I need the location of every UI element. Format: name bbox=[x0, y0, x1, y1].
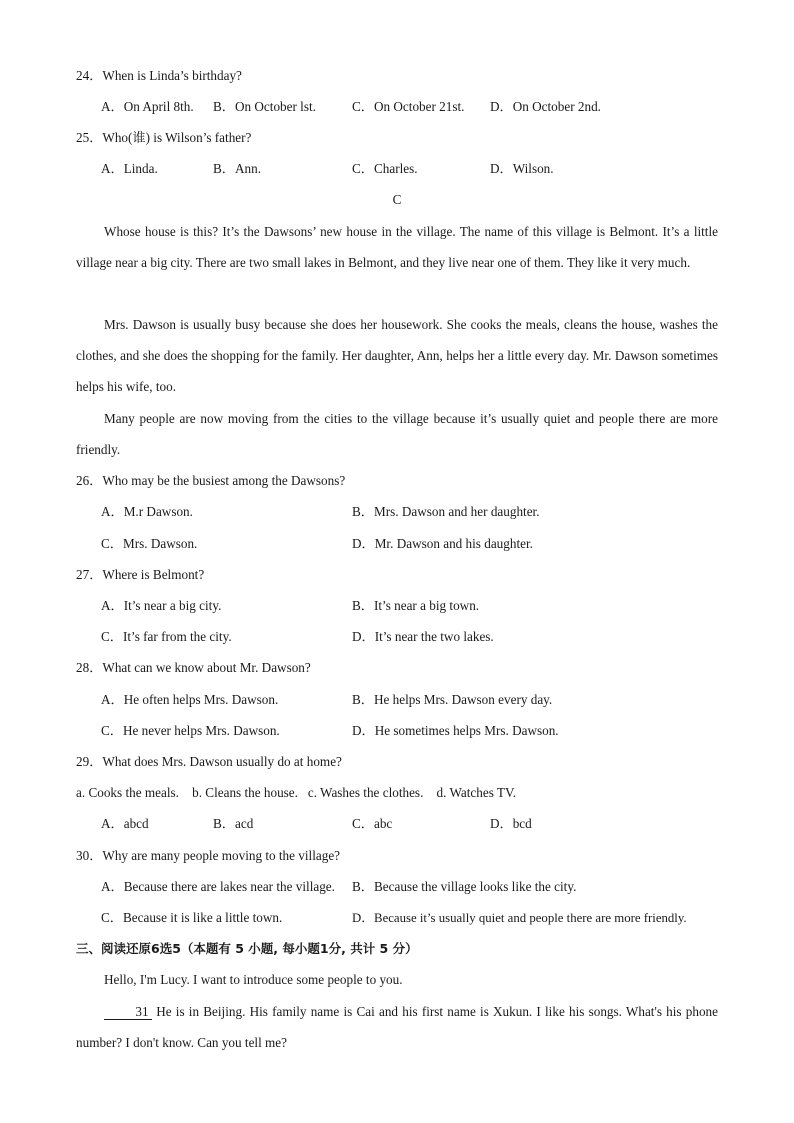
q24-option-c: C．On October 21st. bbox=[352, 99, 465, 114]
question-30-stem: 30．Why are many people moving to the village? bbox=[76, 848, 341, 863]
q25-option-a: A．Linda. bbox=[101, 161, 158, 176]
q26-option-b: B．Mrs. Dawson and her daughter. bbox=[352, 504, 540, 519]
q25-option-c: C．Charles. bbox=[352, 161, 418, 176]
q24-option-b: B．On October lst. bbox=[213, 99, 316, 114]
q30-option-d: D．Because it’s usually quiet and people there are more friendly. bbox=[352, 911, 687, 925]
q24-option-d: D．On October 2nd. bbox=[490, 99, 601, 114]
question-27-stem: 27．Where is Belmont? bbox=[76, 567, 205, 582]
blank-31: 31 bbox=[104, 1005, 152, 1020]
q28-option-b: B．He helps Mrs. Dawson every day. bbox=[352, 692, 553, 707]
q28-option-d: D．He sometimes helps Mrs. Dawson. bbox=[352, 723, 559, 738]
q29-option-d: D．bcd bbox=[490, 816, 532, 831]
q27-option-b: B．It’s near a big town. bbox=[352, 598, 480, 613]
q29-option-a: A．abcd bbox=[101, 816, 149, 831]
q30-option-b: B．Because the village looks like the city. bbox=[352, 879, 577, 894]
q27-option-a: A．It’s near a big city. bbox=[101, 598, 222, 613]
section-3-intro: Hello, I'm Lucy. I want to introduce some people to you. bbox=[104, 972, 403, 987]
section-c-paragraph-1: Whose house is this? It’s the Dawsons’ new house in the village. The name of this village is Belmont. It’s a little village near a big city. There are two small lakes in Belmont, and they live near one of them. They like it very much. bbox=[76, 224, 718, 271]
section-3-heading: 三、阅读还原6选5（本题有 5 小题, 每小题1分, 共计 5 分） bbox=[76, 941, 418, 956]
q24-option-a: A．On April 8th. bbox=[101, 99, 194, 114]
question-25-stem: 25．Who(谁) is Wilson’s father? bbox=[76, 130, 252, 145]
q27-option-c: C．It’s far from the city. bbox=[101, 629, 232, 644]
q25-option-b: B．Ann. bbox=[213, 161, 261, 176]
q28-option-a: A．He often helps Mrs. Dawson. bbox=[101, 692, 279, 707]
section-c-paragraph-2: Mrs. Dawson is usually busy because she does her housework. She cooks the meals, cleans the house, washes the clothes, and she does the shopping for the family. Her daughter, Ann, helps her a little every day. Mr. Dawson sometimes helps his wife, too. bbox=[76, 317, 718, 395]
q29-option-b: B．acd bbox=[213, 816, 254, 831]
q26-option-c: C．Mrs. Dawson. bbox=[101, 536, 198, 551]
question-28-stem: 28．What can we know about Mr. Dawson? bbox=[76, 660, 311, 675]
question-29-choices: a. Cooks the meals. b. Cleans the house. c. Washes the clothes. d. Watches TV. bbox=[76, 785, 517, 800]
q26-option-d: D．Mr. Dawson and his daughter. bbox=[352, 536, 533, 551]
section-3-passage bbox=[76, 996, 718, 1058]
q29-option-c: C．abc bbox=[352, 816, 393, 831]
q25-option-d: D．Wilson. bbox=[490, 161, 554, 176]
q27-option-d: D．It’s near the two lakes. bbox=[352, 629, 494, 644]
q26-option-a: A．M.r Dawson. bbox=[101, 504, 193, 519]
section-c-paragraph-3: Many people are now moving from the cities to the village because it’s usually quiet and people there are more friendly. bbox=[76, 411, 718, 458]
section-3-passage-text: He is in Beijing. His family name is Cai and his first name is Xukun. I like his songs. What's his phone number? I don't know. Can you tell me? bbox=[76, 1004, 718, 1051]
q30-option-c: C．Because it is like a little town. bbox=[101, 910, 283, 925]
question-29-stem: 29．What does Mrs. Dawson usually do at home? bbox=[76, 754, 342, 769]
section-c-heading: C bbox=[392, 192, 402, 207]
question-24-stem: 24．When is Linda’s birthday? bbox=[76, 68, 242, 83]
question-26-stem: 26．Who may be the busiest among the Dawsons? bbox=[76, 473, 346, 488]
q30-option-a: A．Because there are lakes near the village. bbox=[101, 879, 335, 894]
q28-option-c: C．He never helps Mrs. Dawson. bbox=[101, 723, 280, 738]
